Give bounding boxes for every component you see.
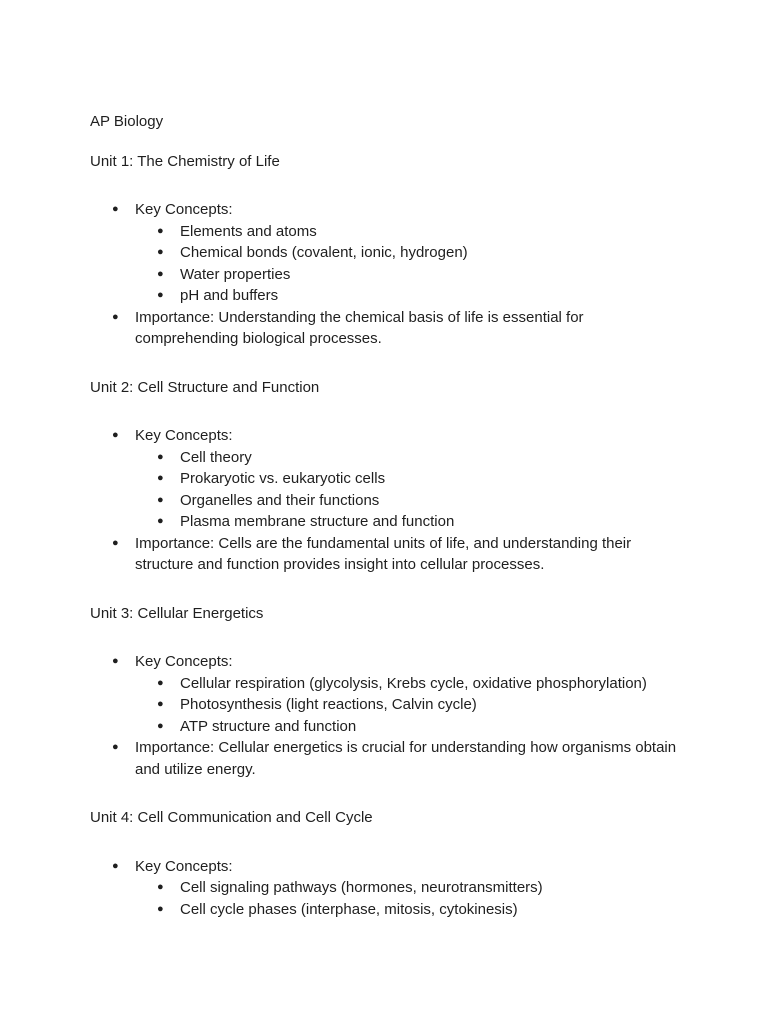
units-container xyxy=(90,151,688,921)
concept-item xyxy=(135,264,688,286)
key-concepts-item xyxy=(90,856,688,921)
concept-item xyxy=(135,877,688,899)
importance-text: Importance: Cells are the fundamental units of life, and understanding their structure and function provides insight into cellular processes. xyxy=(135,534,632,573)
concept-text: pH and buffers xyxy=(180,287,279,304)
key-concepts-label: Key Concepts: xyxy=(135,201,233,218)
concept-item xyxy=(135,490,688,512)
concept-item xyxy=(135,242,688,264)
concept-text: Cellular respiration (glycolysis, Krebs cycle, oxidative phosphorylation) xyxy=(180,674,647,692)
concept-text: Cell signaling pathways (hormones, neurotransmitters) xyxy=(180,879,543,896)
bullet-icon: ● xyxy=(157,224,164,237)
unit-bullet-list xyxy=(90,856,688,921)
key-concepts-label: Key Concepts: xyxy=(135,427,233,444)
key-concepts-label: Key Concepts: xyxy=(135,653,233,670)
unit-section xyxy=(90,807,688,920)
bullet-icon: ● xyxy=(157,493,164,506)
concept-text: Elements and atoms xyxy=(180,222,317,240)
unit-section xyxy=(90,377,688,576)
concept-text: Cell theory xyxy=(180,448,252,466)
bullet-icon: ● xyxy=(157,698,164,710)
unit-section xyxy=(90,151,688,350)
concept-list xyxy=(135,877,688,920)
concept-item xyxy=(135,694,688,716)
concept-list xyxy=(135,221,688,307)
importance-item xyxy=(90,307,688,350)
concept-text: Plasma membrane structure and function xyxy=(180,513,455,530)
bullet-icon: ● xyxy=(157,676,164,689)
unit-heading: Unit 4: Cell Communication and Cell Cycle xyxy=(90,809,373,826)
unit-heading: Unit 3: Cellular Energetics xyxy=(90,604,264,622)
concept-item xyxy=(135,221,688,243)
concept-item xyxy=(135,285,688,307)
concept-text: Photosynthesis (light reactions, Calvin cycle) xyxy=(180,696,477,713)
bullet-icon: ● xyxy=(157,246,164,258)
unit-bullet-list xyxy=(90,425,688,576)
bullet-icon: ● xyxy=(112,429,119,441)
bullet-icon: ● xyxy=(112,203,119,215)
bullet-icon: ● xyxy=(157,515,164,527)
unit-bullet-list xyxy=(90,199,688,350)
concept-list xyxy=(135,673,688,738)
concept-item xyxy=(135,468,688,490)
concept-text: Prokaryotic vs. eukaryotic cells xyxy=(180,470,386,487)
concept-text: ATP structure and function xyxy=(180,717,357,735)
bullet-icon: ● xyxy=(112,655,119,667)
key-concepts-item xyxy=(90,199,688,307)
unit-heading: Unit 1: The Chemistry of Life xyxy=(90,152,280,170)
key-concepts-item xyxy=(90,425,688,533)
unit-section xyxy=(90,603,688,781)
key-concepts-item xyxy=(90,651,688,737)
bullet-icon: ● xyxy=(112,536,119,549)
concept-item xyxy=(135,447,688,469)
concept-item xyxy=(135,673,688,695)
bullet-icon: ● xyxy=(157,719,164,732)
concept-list xyxy=(135,447,688,533)
concept-item xyxy=(135,716,688,738)
bullet-icon: ● xyxy=(157,902,164,915)
importance-item xyxy=(90,737,688,780)
concept-text: Chemical bonds (covalent, ionic, hydrogen) xyxy=(180,244,468,261)
concept-text: Water properties xyxy=(180,265,291,283)
bullet-icon: ● xyxy=(157,881,164,893)
key-concepts-label: Key Concepts: xyxy=(135,857,233,875)
importance-item xyxy=(90,533,688,576)
bullet-icon: ● xyxy=(112,741,119,753)
bullet-icon: ● xyxy=(157,450,164,463)
unit-heading: Unit 2: Cell Structure and Function xyxy=(90,378,320,396)
bullet-icon: ● xyxy=(112,859,119,872)
importance-text: Importance: Understanding the chemical basis of life is essential for comprehending biological processes. xyxy=(135,308,584,347)
concept-text: Organelles and their functions xyxy=(180,491,380,509)
document-title: AP Biology xyxy=(90,113,164,130)
bullet-icon: ● xyxy=(157,267,164,280)
concept-item xyxy=(135,511,688,533)
bullet-icon: ● xyxy=(157,289,164,301)
concept-item xyxy=(135,899,688,921)
bullet-icon: ● xyxy=(112,310,119,323)
importance-text: Importance: Cellular energetics is crucial for understanding how organisms obtain and utilize energy. xyxy=(135,739,677,778)
concept-text: Cell cycle phases (interphase, mitosis, cytokinesis) xyxy=(180,900,518,918)
bullet-icon: ● xyxy=(157,472,164,484)
unit-bullet-list xyxy=(90,651,688,780)
